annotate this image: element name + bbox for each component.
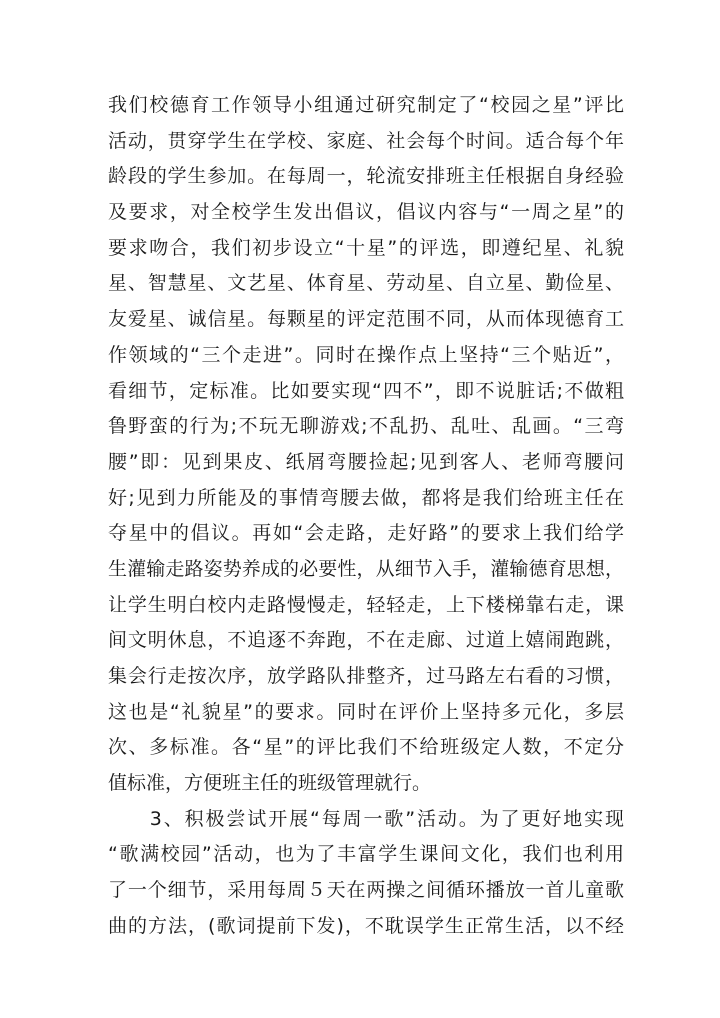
text-line: 星、智慧星、文艺星、体育星、劳动星、自立星、勤俭星、: [108, 272, 624, 295]
text-line: 次、多标准。各“星”的评比我们不给班级定人数，不定分: [108, 736, 624, 759]
text-line: 这也是“礼貌星”的要求。同时在评价上坚持多元化，多层: [108, 700, 624, 723]
text-line: “歌满校园”活动，也为了丰富学生课间文化，我们也利用: [108, 843, 624, 866]
text-line: 间文明休息，不追逐不奔跑，不在走廊、过道上嬉闹跑跳，: [108, 629, 624, 652]
text-line: 值标准，方便班主任的班级管理就行。: [108, 772, 432, 795]
text-line: 要求吻合，我们初步设立“十星”的评选，即遵纪星、礼貌: [108, 236, 624, 259]
text-line: 集会行走按次序，放学路队排整齐，过马路左右看的习惯，: [108, 665, 624, 687]
text-line: 鲁野蛮的行为;不玩无聊游戏;不乱扔、乱吐、乱画。“三弯: [108, 415, 624, 438]
text-line: 3、积极尝试开展“每周一歌”活动。为了更好地实现: [108, 807, 624, 830]
text-line: 曲的方法，(歌词提前下发)，不耽误学生正常生活，以不经: [108, 914, 624, 937]
text-line: 龄段的学生参加。在每周一，轮流安排班主任根据自身经验: [108, 165, 624, 188]
document-body: [108, 88, 624, 945]
text-line: 及要求，对全校学生发出倡议，倡议内容与“一周之星”的: [108, 201, 624, 224]
text-line: 生灌输走路姿势养成的必要性，从细节入手，灌输德育思想，: [108, 557, 624, 580]
text-line: 友爱星、诚信星。每颗星的评定范围不同，从而体现德育工: [108, 308, 624, 331]
text-line: 我们校德育工作领导小组通过研究制定了“校园之星”评比: [108, 94, 624, 116]
text-line: 让学生明白校内走路慢慢走，轻轻走，上下楼梯靠右走，课: [108, 593, 624, 616]
text-line: 腰”即：见到果皮、纸屑弯腰捡起;见到客人、老师弯腰问: [108, 450, 624, 473]
text-line: 好;见到力所能及的事情弯腰去做，都将是我们给班主任在: [108, 486, 624, 509]
text-line: 了一个细节，采用每周５天在两操之间循环播放一首儿童歌: [108, 879, 624, 902]
text-line: 作领域的“三个走进”。同时在操作点上坚持“三个贴近”，: [108, 343, 624, 366]
text-line: 活动，贯穿学生在学校、家庭、社会每个时间。适合每个年: [108, 129, 624, 152]
text-line: 夺星中的倡议。再如“会走路，走好路”的要求上我们给学: [108, 522, 624, 545]
text-line: 看细节，定标准。比如要实现“四不”，即不说脏话;不做粗: [108, 379, 624, 402]
